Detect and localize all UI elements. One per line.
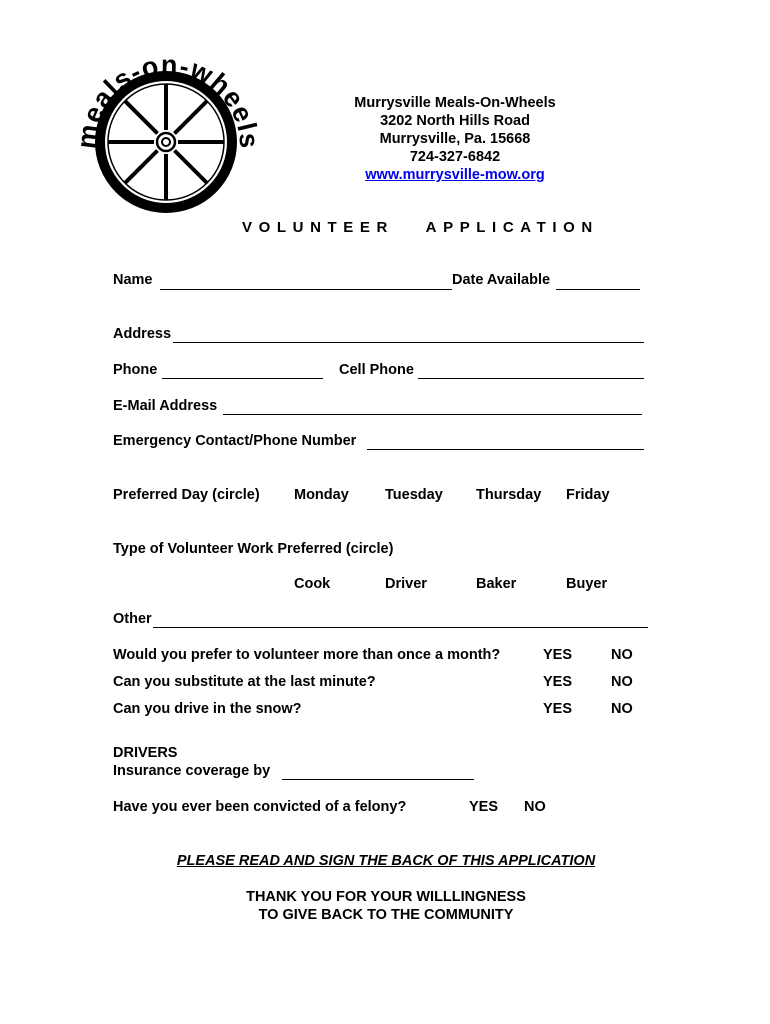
other-field[interactable] [153, 627, 648, 628]
phone-label: Phone [113, 362, 158, 378]
org-street: 3202 North Hills Road [380, 113, 530, 129]
felony-no-option[interactable]: NO [524, 799, 546, 815]
thank-you-line-2: TO GIVE BACK TO THE COMMUNITY [258, 907, 514, 923]
question-no-option[interactable]: NO [611, 674, 633, 690]
sign-back-notice [100, 852, 672, 870]
question-yes-option[interactable]: YES [543, 674, 573, 690]
question-yes-option[interactable]: YES [543, 701, 573, 717]
emergency-contact-label: Emergency Contact/Phone Number [113, 433, 357, 449]
email-label: E-Mail Address [113, 398, 218, 414]
day-option-thursday[interactable]: Thursday [476, 487, 542, 503]
meals-on-wheels-logo [78, 44, 258, 224]
work-type-label: Type of Volunteer Work Preferred (circle) [113, 541, 394, 557]
wheel-icon [78, 44, 258, 224]
sign-back-notice-text: PLEASE READ AND SIGN THE BACK OF THIS APPLICATION [176, 853, 596, 869]
name-label: Name [113, 272, 153, 288]
address-field[interactable] [173, 342, 644, 343]
day-option-monday[interactable]: Monday [294, 487, 349, 503]
email-field[interactable] [223, 414, 642, 415]
date-available-label: Date Available [452, 272, 551, 288]
insurance-field[interactable] [282, 779, 474, 780]
org-phone: 724-327-6842 [409, 149, 501, 165]
cell-phone-field[interactable] [418, 378, 644, 379]
date-available-field[interactable] [556, 289, 640, 290]
work-option-cook[interactable]: Cook [294, 576, 331, 592]
cell-phone-label: Cell Phone [339, 362, 414, 378]
drivers-heading: DRIVERS [113, 745, 178, 761]
logo-text: eals-on-whee [78, 49, 258, 128]
work-option-buyer[interactable]: Buyer [566, 576, 608, 592]
work-option-driver[interactable]: Driver [385, 576, 427, 592]
question-no-option[interactable]: NO [611, 701, 633, 717]
other-label: Other [113, 611, 152, 627]
felony-question: Have you ever been convicted of a felony? [113, 799, 407, 815]
phone-field[interactable] [162, 378, 323, 379]
question-text: Can you substitute at the last minute? [113, 674, 376, 690]
day-option-tuesday[interactable]: Tuesday [385, 487, 443, 503]
org-header [280, 94, 630, 184]
org-name: Murrysville Meals-On-Wheels [354, 95, 556, 111]
question-yes-option[interactable]: YES [543, 647, 573, 663]
form-title: VOLUNTEER APPLICATION [242, 219, 599, 236]
emergency-contact-field[interactable] [367, 449, 644, 450]
felony-yes-option[interactable]: YES [469, 799, 499, 815]
thank-you-line-1: THANK YOU FOR YOUR WILLLINGNESS [246, 889, 526, 905]
question-text: Can you drive in the snow? [113, 701, 302, 717]
address-label: Address [113, 326, 172, 342]
thank-you-message [100, 888, 672, 924]
insurance-label: Insurance coverage by [113, 763, 271, 779]
org-website-link[interactable]: www.murrysville-mow.org [365, 167, 545, 183]
question-text: Would you prefer to volunteer more than once a month? [113, 647, 501, 663]
day-option-friday[interactable]: Friday [566, 487, 610, 503]
work-option-baker[interactable]: Baker [476, 576, 517, 592]
question-no-option[interactable]: NO [611, 647, 633, 663]
preferred-day-label: Preferred Day (circle) [113, 487, 260, 503]
org-city: Murrysville, Pa. 15668 [379, 131, 531, 147]
name-field[interactable] [160, 289, 452, 290]
